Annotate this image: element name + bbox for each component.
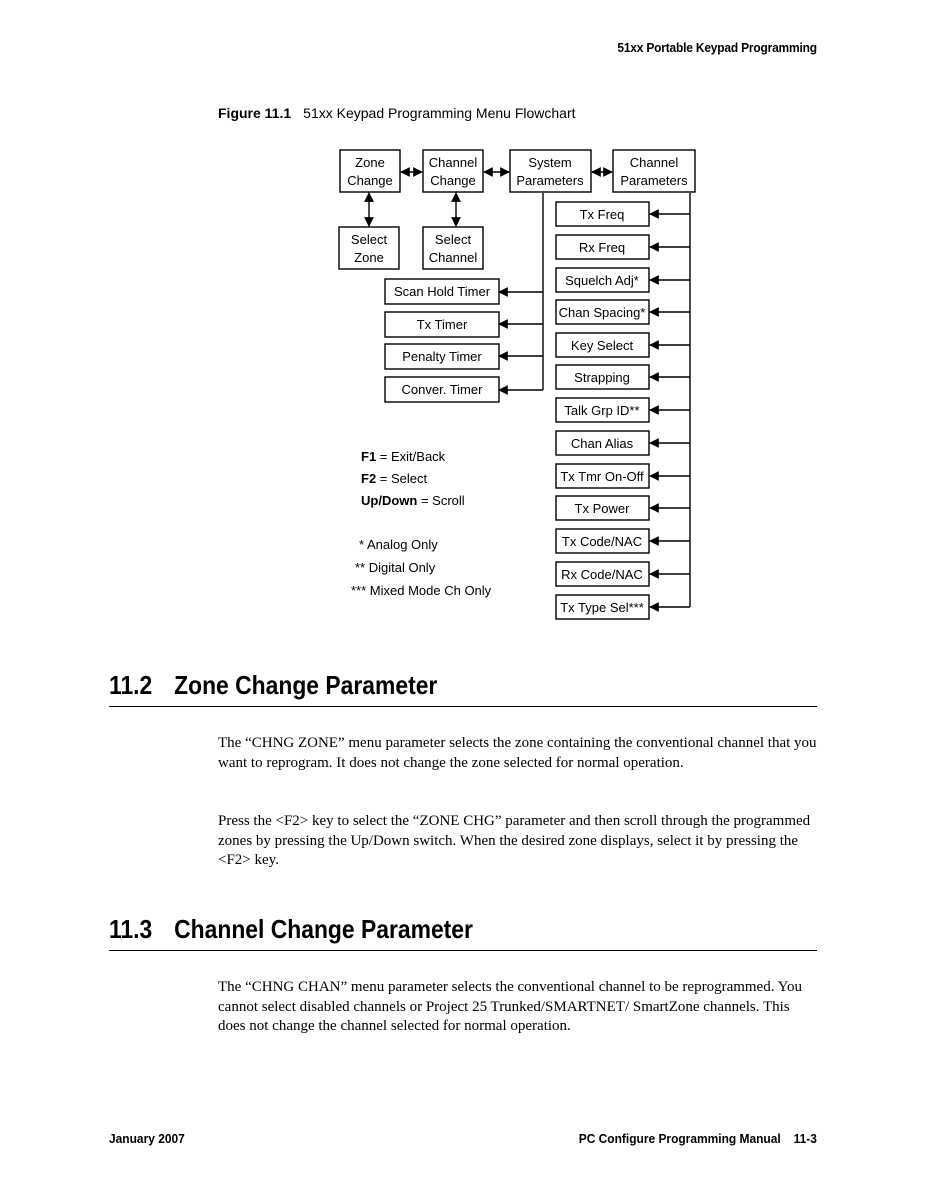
- system-param-label: Tx Timer: [416, 317, 468, 332]
- channel-param-label: Chan Spacing*: [558, 305, 646, 320]
- system-param-label: Penalty Timer: [402, 349, 482, 364]
- channel-parameters-line2: Parameters: [620, 173, 688, 188]
- system-parameters-line1: System: [528, 155, 572, 170]
- menu-flowchart: [330, 140, 710, 630]
- channel-param-label: Tx Code/NAC: [561, 534, 643, 549]
- channel-param-label: Chan Alias: [570, 436, 634, 451]
- paragraph: The “CHNG ZONE” menu parameter selects the zone containing the conventional channel that you want to reprogram. It does not change the zone selected for normal operation.: [218, 735, 817, 771]
- zone-change-line1: Zone: [355, 155, 385, 170]
- note-analog: * Analog Only: [359, 537, 438, 552]
- channel-param-label: Key Select: [570, 338, 634, 353]
- section-heading: 11.3 Channel Change Parameter: [109, 914, 473, 944]
- channel-param-label: Squelch Adj*: [565, 273, 639, 288]
- channel-param-label: Tx Freq: [579, 207, 625, 222]
- channel-param-label: Tx Tmr On-Off: [560, 469, 644, 484]
- channel-param-label: Talk Grp ID**: [564, 403, 640, 418]
- select-channel-line1: Select: [434, 232, 472, 247]
- channel-param-label: Tx Power: [574, 501, 630, 516]
- channel-param-label: Strapping: [574, 370, 630, 385]
- section-rule: [109, 950, 817, 951]
- channel-param-label: Tx Type Sel***: [560, 600, 644, 615]
- paragraph: Press the <F2> key to select the “ZONE CHG” parameter and then scroll through the programmed zones by pressing the Up/Down switch. When the desired zone displays, select it by pressing the <F2> key.: [218, 813, 811, 868]
- section-body: [218, 734, 818, 773]
- select-channel-line2: Channel: [428, 250, 478, 265]
- figure-title: 51xx Keypad Programming Menu Flowchart: [303, 105, 576, 121]
- key-legend: [361, 449, 465, 515]
- channel-parameters-line1: Channel: [629, 155, 679, 170]
- channel-param-label: Rx Freq: [578, 240, 626, 255]
- legend-row: F1 = Exit/Back: [361, 449, 446, 464]
- section-rule: [109, 706, 817, 707]
- legend-row: Up/Down = Scroll: [361, 493, 465, 508]
- footer-manual: PC Configure Programming Manual 11-3: [578, 1131, 817, 1146]
- zone-change-line2: Change: [347, 173, 393, 188]
- system-parameters-line2: Parameters: [516, 173, 584, 188]
- select-zone-line2: Zone: [354, 250, 384, 265]
- select-zone-line1: Select: [350, 232, 388, 247]
- figure-caption: [218, 105, 576, 121]
- channel-param-label: Rx Code/NAC: [561, 567, 643, 582]
- section-body: [218, 812, 818, 871]
- legend-row: F2 = Select: [361, 471, 428, 486]
- note-mixed: *** Mixed Mode Ch Only: [351, 583, 492, 598]
- paragraph: The “CHNG CHAN” menu parameter selects the conventional channel to be reprogrammed. You cannot select disabled channels or Project 25 Trunked/SMARTNET/ SmartZone channels. This does not change the channel selected for normal operation.: [218, 979, 802, 1034]
- section-heading: 11.2 Zone Change Parameter: [109, 670, 438, 700]
- channel-change-line1: Channel: [428, 155, 478, 170]
- channel-change-line2: Change: [430, 173, 476, 188]
- system-param-label: Scan Hold Timer: [393, 284, 491, 299]
- footer-date: January 2007: [109, 1131, 185, 1146]
- system-param-label: Conver. Timer: [401, 382, 483, 397]
- figure-label: Figure 11.1: [218, 105, 292, 121]
- running-header: 51xx Portable Keypad Programming: [617, 40, 817, 55]
- page-number: 11-3: [793, 1131, 817, 1146]
- note-digital: ** Digital Only: [355, 560, 436, 575]
- section-body: [218, 978, 818, 1037]
